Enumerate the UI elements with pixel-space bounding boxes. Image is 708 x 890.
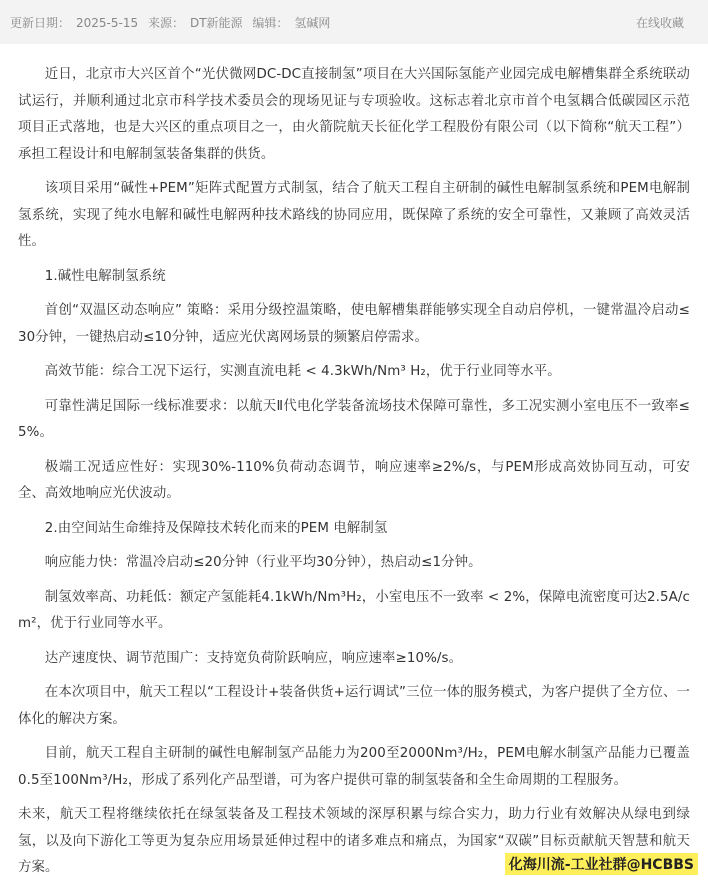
- update-date: 2025-5-15: [76, 15, 139, 30]
- editor-label: 编辑：: [252, 15, 289, 30]
- paragraph-product-capacity: 目前，航天工程自主研制的碱性电解制氢产品能力为200至2000Nm³/H₂，PEM电解水制氢产品能力已覆盖0.5至100Nm³/H₂，形成了系列化产品型谱，可为客户提供可靠的制氢装备和全生命周期的工程服务。: [18, 746, 690, 788]
- source-name: DT新能源: [189, 15, 243, 30]
- section-heading-pem: 2.由空间站生命维持及保障技术转化而来的PEM 电解制氢: [44, 520, 388, 536]
- section-heading-alkaline: 1.碱性电解制氢系统: [44, 268, 166, 284]
- paragraph-response: 响应能力快：常温冷启动≤20分钟（行业平均30分钟），热启动≤1分钟。: [44, 555, 482, 570]
- article-body: [18, 62, 690, 890]
- editor-name: 氢碱网: [294, 15, 331, 30]
- article-meta-bar: [0, 0, 708, 44]
- paragraph-pem-efficiency: 制氢效率高、功耗低：额定产氢能耗4.1kWh/Nm³H₂，小室电压不一致率 < 2%，保障电流密度可达2.5A/cm²，优于行业同等水平。: [18, 589, 690, 631]
- source-label: 来源：: [147, 15, 184, 30]
- paragraph-intro: 近日，北京市大兴区首个“光伏微网DC-DC直接制氢”项目在大兴国际氢能产业园完成电解槽集群全系统联动试运行，并顺利通过北京市科学技术委员会的现场见证与专项验收。这标志着北京市首个电氢耦合低碳园区示范项目正式落地，也是大兴区的重点项目之一，由火箭院航天长征化学工程股份有限公司（以下简称“航天工程”）承担工程设计和电解制氢装备集群的供货。: [18, 67, 690, 162]
- update-date-label: 更新日期：: [10, 15, 71, 30]
- online-favorite-link[interactable]: 在线收藏: [635, 15, 684, 30]
- watermark: 化海川流-工业社群@HCBBS: [505, 853, 698, 875]
- article-meta: [10, 14, 336, 31]
- paragraph-adaptability: 极端工况适应性好：实现30%-110%负荷动态调节，响应速率≥2%/s，与PEM形成高效协同互动，可安全、高效地响应光伏波动。: [18, 459, 690, 501]
- paragraph-reliability: 可靠性满足国际一线标准要求：以航天Ⅱ代电化学装备流场技术保障可靠性，多工况实测小室电压不一致率≤5%。: [18, 398, 690, 440]
- paragraph-config: 该项目采用“碱性+PEM”矩阵式配置方式制氢，结合了航天工程自主研制的碱性电解制氢系统和PEM电解制氢系统，实现了纯水电解和碱性电解两种技术路线的协同应用，既保障了系统的安全可靠性，又兼顾了高效灵活性。: [18, 181, 690, 249]
- paragraph-dual-temp: 首创“双温区动态响应” 策略：采用分级控温策略，使电解槽集群能够实现全自动启停机，一键常温冷启动≤30分钟，一键热启动≤10分钟，适应光伏离网场景的频繁启停需求。: [18, 303, 690, 345]
- paragraph-future: 未来，航天工程将继续依托在绿氢装备及工程技术领域的深厚积累与综合实力，助力行业有效解决从绿电到绿氢，以及向下游化工等更为复杂应用场景延伸过程中的诸多难点和痛点，为国家“双碳”目标贡献航天智慧和航天方案。: [18, 807, 690, 875]
- paragraph-ramp: 达产速度快、调节范围广：支持宽负荷阶跃响应，响应速率≥10%/s。: [44, 650, 463, 666]
- paragraph-efficiency: 高效节能：综合工况下运行，实测直流电耗 < 4.3kWh/Nm³ H₂，优于行业同等水平。: [44, 364, 561, 379]
- paragraph-service-model: 在本次项目中，航天工程以“工程设计+装备供货+运行调试”三位一体的服务模式，为客户提供了全方位、一体化的解决方案。: [18, 685, 690, 727]
